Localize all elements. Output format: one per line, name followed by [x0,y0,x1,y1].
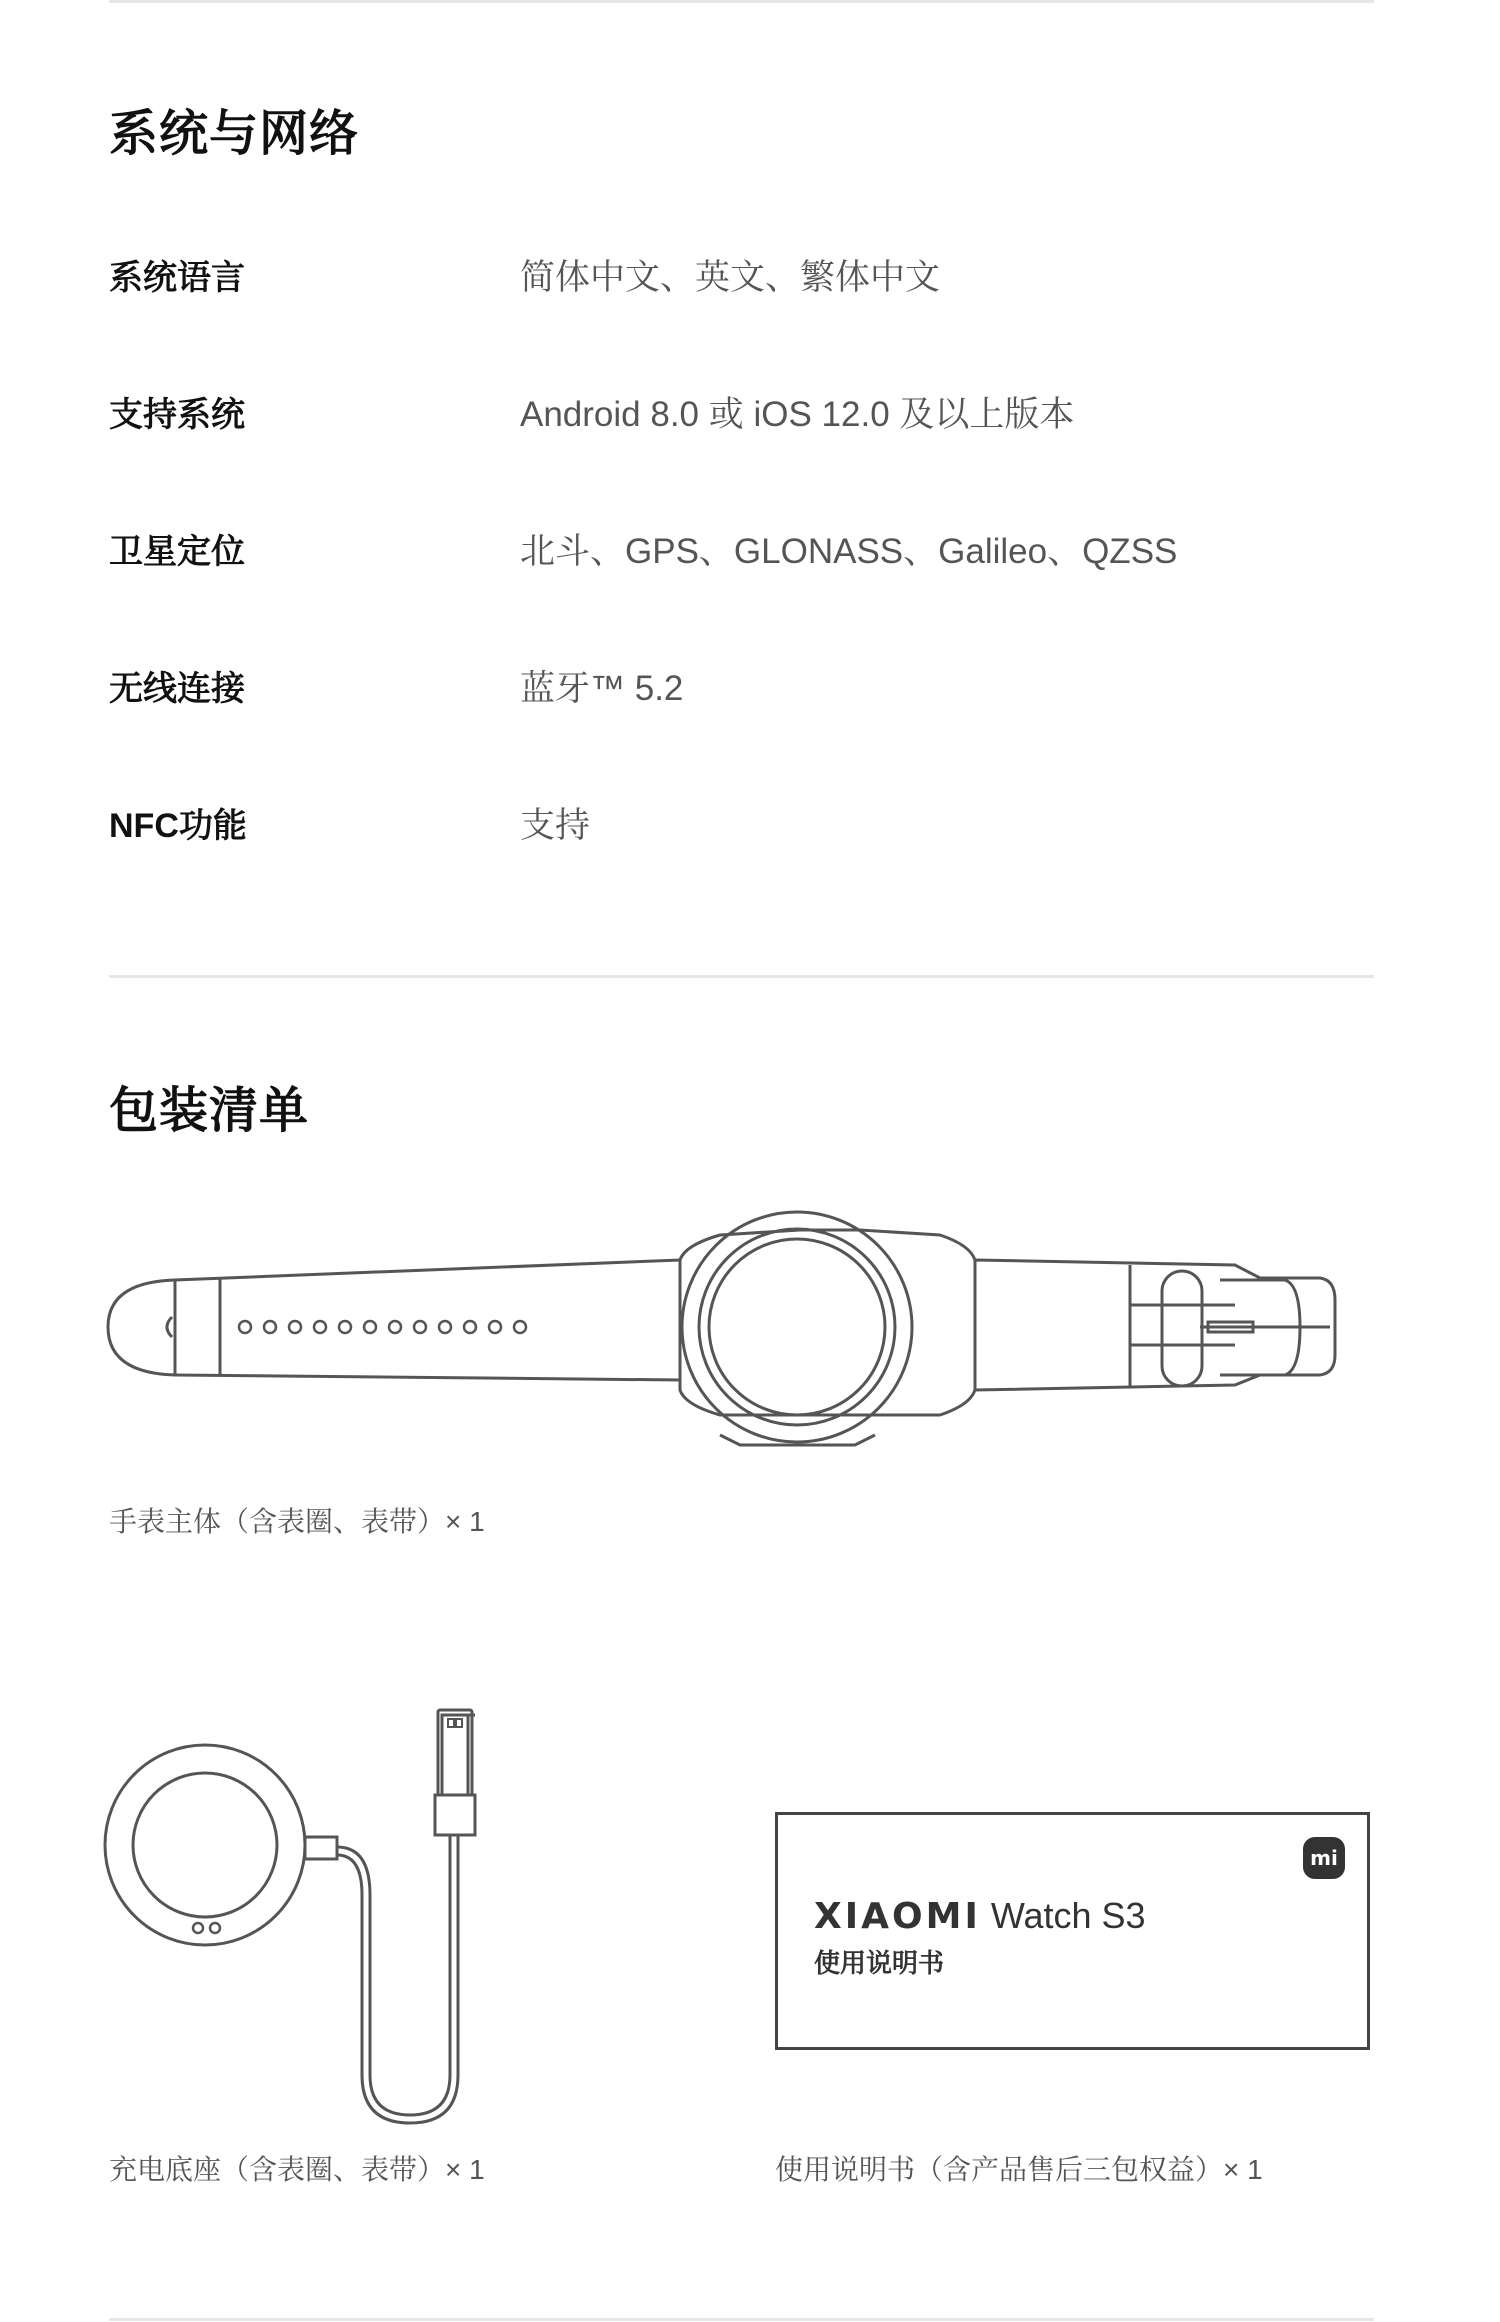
spec-value: 蓝牙™ 5.2 [520,669,684,708]
watch-icon [100,1205,1385,1465]
spec-label: 系统语言 [109,259,245,297]
brand-name: XIAOMI [814,1896,981,1937]
spec-label: 卫星定位 [109,533,245,571]
spec-value: 北斗、GPS、GLONASS、Galileo、QZSS [520,532,1178,571]
spec-row-language [109,250,1374,310]
mi-logo-icon: mi [1303,1837,1345,1879]
top-divider [109,0,1374,3]
spec-label: NFC功能 [109,807,247,845]
spec-value: Android 8.0 或 iOS 12.0 及以上版本 [520,395,1075,434]
dock-caption: 充电底座（含表圈、表带）× 1 [109,2154,485,2185]
spec-row-gnss [109,524,1374,584]
spec-row-os [109,387,1374,447]
watch-caption: 手表主体（含表圈、表带）× 1 [109,1506,485,1537]
section-divider [109,975,1374,978]
spec-row-nfc [109,798,1374,858]
spec-value: 简体中文、英文、繁体中文 [520,258,941,297]
spec-value: 支持 [520,806,591,845]
charging-dock-icon [105,1695,545,2125]
spec-label: 无线连接 [109,670,245,708]
spec-label: 支持系统 [109,396,245,434]
manual-caption: 使用说明书（含产品售后三包权益）× 1 [775,2154,1263,2185]
manual-brand [814,1895,1146,1937]
bottom-divider [109,2318,1374,2321]
spec-row-wireless [109,661,1374,721]
manual-subtitle: 使用说明书 [814,1948,945,1978]
section-title-system: 系统与网络 [109,107,360,161]
section-title-package: 包装清单 [109,1084,310,1138]
manual-icon [775,1812,1370,2050]
model-name: Watch S3 [990,1895,1146,1936]
